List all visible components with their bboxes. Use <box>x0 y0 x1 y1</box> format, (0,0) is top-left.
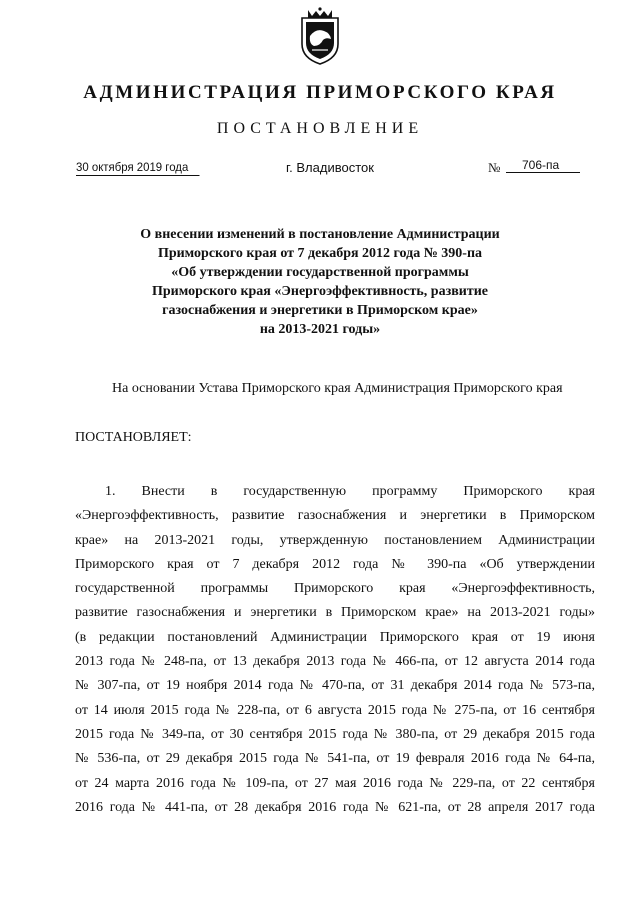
title-line: «Об утверждении государственной программы <box>171 265 469 280</box>
body-line: государственной программы Приморского края «Энергоэффективность, <box>75 581 595 597</box>
title-line: Приморского края «Энергоэффективность, развитие <box>151 284 489 299</box>
title-line: О внесении изменений в постановление Администрации <box>140 227 500 242</box>
document-title <box>110 225 530 339</box>
organization-name: АДМИНИСТРАЦИЯ ПРИМОРСКОГО КРАЯ <box>83 82 557 103</box>
body-line: 2016 года № 441-па, от 28 декабря 2016 года № 621-па, от 28 апреля 2017 года <box>75 799 595 815</box>
document-number: 706-па <box>506 158 580 173</box>
body-line: крае» на 2013-2021 годы, утвержденную постановлением Администрации <box>75 532 595 548</box>
title-line: на 2013-2021 годы» <box>259 322 381 337</box>
body-line: 2015 года № 349-па, от 30 сентября 2015 года № 380-па, от 29 декабря 2015 года <box>75 726 595 742</box>
document-type: ПОСТАНОВЛЕНИЕ <box>216 120 424 137</box>
body-line: № 536-па, от 29 декабря 2015 года № 541-па, от 19 февраля 2016 года № 64-па, <box>75 751 595 767</box>
coat-of-arms-icon <box>296 6 344 68</box>
body-line: № 307-па, от 19 ноября 2014 года № 470-па, от 31 декабря 2014 года № 573-па, <box>75 678 595 694</box>
basis-paragraph: На основании Устава Приморского края Администрация Приморского края <box>112 381 563 396</box>
body-line: от 24 марта 2016 года № 109-па, от 27 мая 2016 года № 229-па, от 22 сентября <box>75 775 595 791</box>
body-line: «Энергоэффективность, развитие газоснабжения и энергетики в Приморском <box>75 508 595 524</box>
body-line: 1. Внести в государственную программу Приморского края <box>105 484 595 499</box>
body-text <box>75 480 595 820</box>
title-line: газоснабжения и энергетики в Приморском крае» <box>162 303 478 318</box>
body-line: Приморского края от 7 декабря 2012 года № 390-па «Об утверждении <box>75 556 595 572</box>
document-date: 30 октября 2019 года <box>76 160 200 176</box>
body-line: (в редакции постановлений Администрации Приморского края от 19 июня <box>75 629 595 645</box>
body-line: 2013 года № 248-па, от 13 декабря 2013 года № 466-па, от 12 августа 2014 года <box>75 654 595 670</box>
body-line: развитие газоснабжения и энергетики в Приморском крае» на 2013-2021 годы» <box>75 605 595 621</box>
body-line: от 14 июля 2015 года № 228-па, от 6 августа 2015 года № 275-па, от 16 сентября <box>75 702 595 718</box>
document-city: г. Владивосток <box>286 160 374 175</box>
number-label: № <box>488 160 501 175</box>
title-line: Приморского края от 7 декабря 2012 года № 390-па <box>157 246 483 261</box>
resolve-heading: ПОСТАНОВЛЯЕТ: <box>75 430 192 445</box>
